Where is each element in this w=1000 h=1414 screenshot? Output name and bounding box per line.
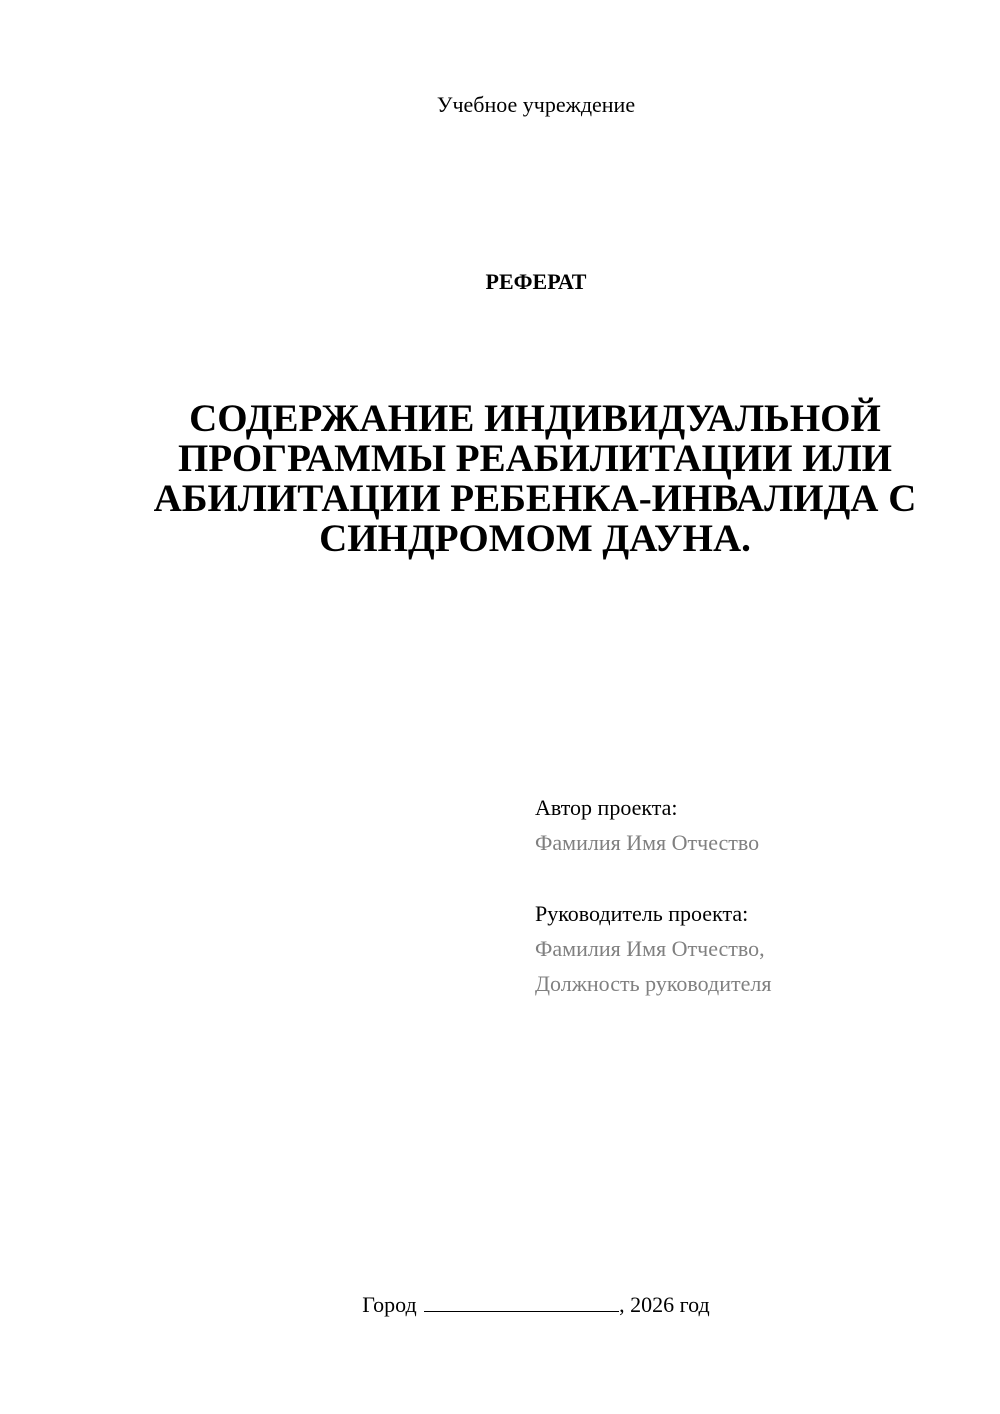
title-line: АБИЛИТАЦИИ РЕБЕНКА-ИНВАЛИДА С	[153, 477, 917, 520]
document-title	[135, 399, 935, 559]
institution-name: Учебное учреждение	[436, 92, 636, 117]
title-line: СОДЕРЖАНИЕ ИНДИВИДУАЛЬНОЙ	[189, 397, 881, 440]
title-line: ПРОГРАММЫ РЕАБИЛИТАЦИИ ИЛИ	[178, 437, 892, 480]
document-type: РЕФЕРАТ	[485, 269, 587, 294]
city-year-line	[0, 1291, 1000, 1319]
author-block	[535, 790, 975, 860]
author-name: Фамилия Имя Отчество	[535, 830, 760, 855]
year-text: , 2026 год	[619, 1292, 710, 1317]
supervisor-label: Руководитель проекта:	[535, 901, 749, 926]
city-blank-line	[424, 1291, 619, 1312]
supervisor-name: Фамилия Имя Отчество,	[535, 936, 765, 961]
supervisor-position: Должность руководителя	[535, 971, 772, 996]
city-label: Город	[362, 1292, 417, 1317]
title-line: СИНДРОМОМ ДАУНА.	[319, 517, 751, 560]
supervisor-block	[535, 896, 975, 1001]
author-label: Автор проекта:	[535, 795, 678, 820]
